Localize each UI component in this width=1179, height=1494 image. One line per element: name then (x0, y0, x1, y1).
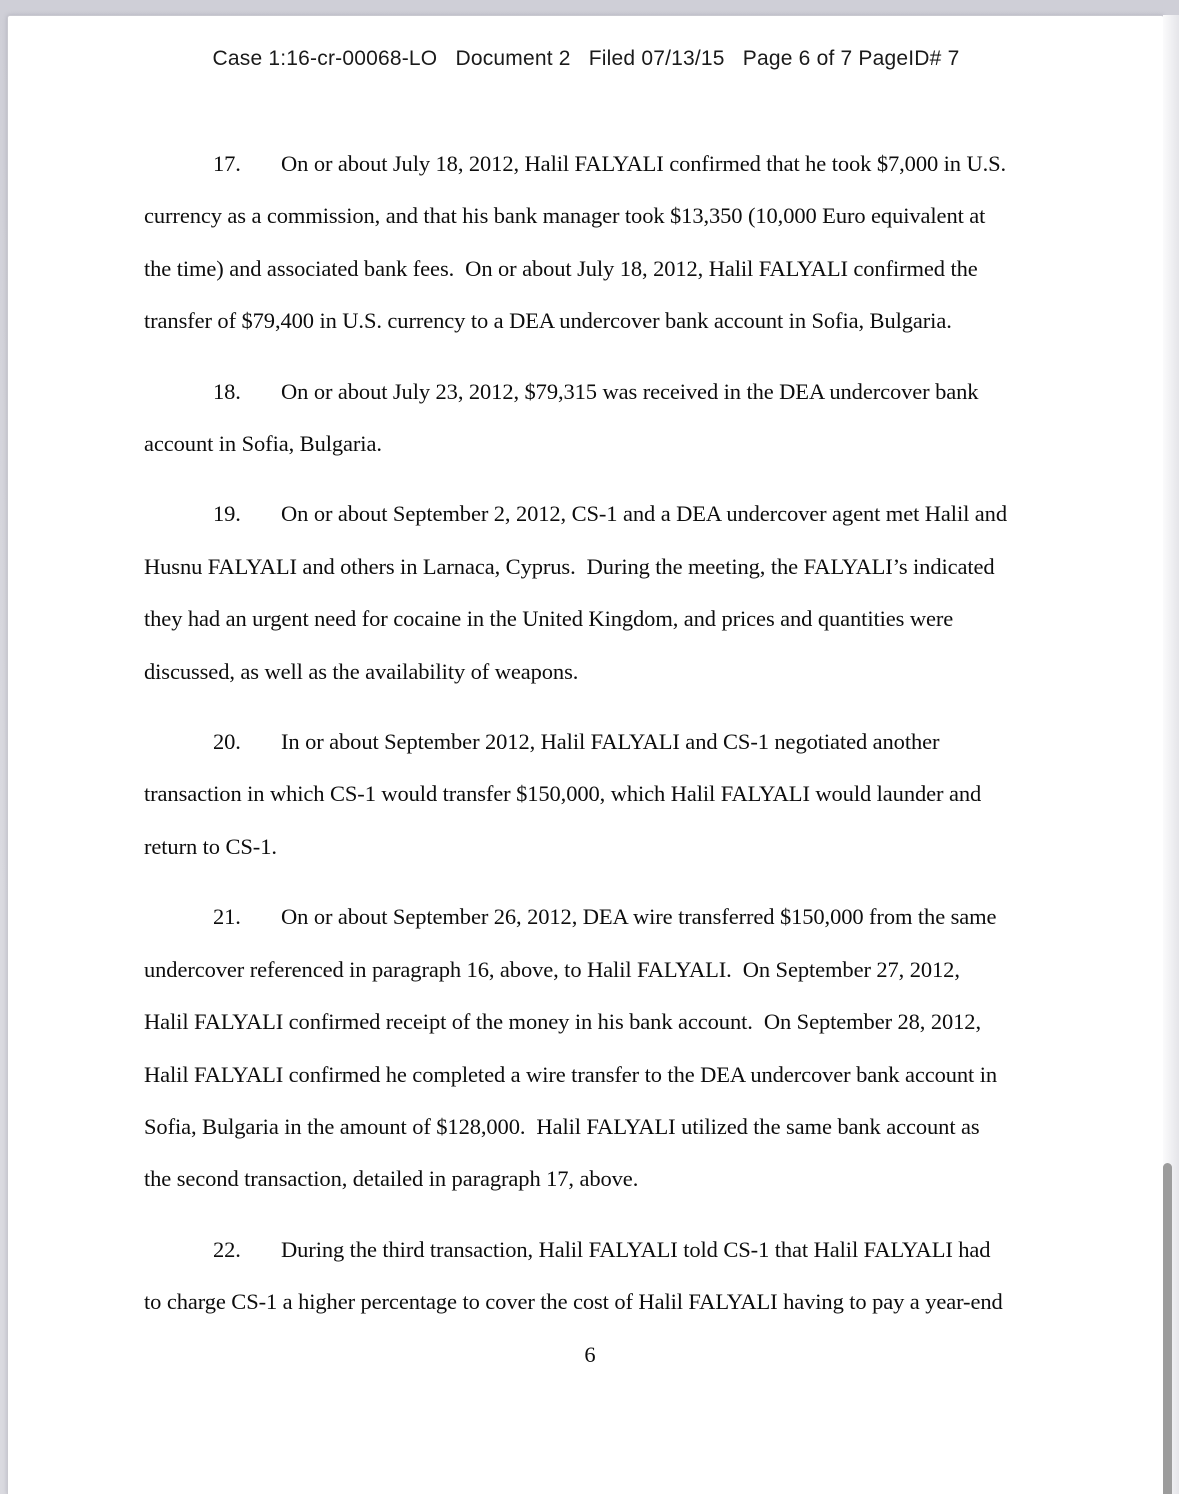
paragraph-line: they had an urgent need for cocaine in the United Kingdom, and prices and quantities were (144, 606, 954, 632)
document-page (7, 15, 1164, 1494)
paragraph-19 (144, 488, 1044, 698)
paragraph-text: On or about July 23, 2012, $79,315 was received in the DEA undercover bank (281, 378, 979, 404)
paragraph-line (144, 1224, 1044, 1276)
paragraph-line (144, 716, 1044, 768)
paragraph-line: Husnu FALYALI and others in Larnaca, Cyprus. During the meeting, the FALYALI’s indicated (144, 553, 995, 579)
paragraph-number: 20. (213, 729, 241, 755)
scrollbar-thumb[interactable] (1163, 1163, 1172, 1494)
paragraph-line: transfer of $79,400 in U.S. currency to a DEA undercover bank account in Sofia, Bulgaria. (144, 308, 952, 334)
paragraph-line: Sofia, Bulgaria in the amount of $128,000. Halil FALYALI utilized the same bank account as (144, 1113, 980, 1139)
paragraph-number: 21. (213, 904, 241, 930)
paragraph-text: In or about September 2012, Halil FALYALI and CS-1 negotiated another (281, 729, 940, 755)
paragraph-line: the second transaction, detailed in paragraph 17, above. (144, 1166, 639, 1192)
paragraph-line: account in Sofia, Bulgaria. (144, 431, 382, 457)
paragraph-number: 18. (213, 378, 241, 404)
paragraph-number: 17. (213, 151, 241, 176)
paragraph-line: discussed, as well as the availability of weapons. (144, 658, 579, 684)
paragraph-line: the time) and associated bank fees. On or about July 18, 2012, Halil FALYALI confirmed the (144, 255, 978, 281)
paragraph-number: 22. (213, 1236, 241, 1262)
paragraph-text: On or about July 18, 2012, Halil FALYALI confirmed that he took $7,000 in U.S. (281, 151, 1007, 176)
paragraph-line: Halil FALYALI confirmed he completed a wire transfer to the DEA undercover bank account in (144, 1061, 998, 1087)
paragraph-20 (144, 716, 1044, 873)
case-caption-header: Case 1:16-cr-00068-LO Document 2 Filed 07/13/15 Page 6 of 7 PageID# 7 (212, 47, 960, 70)
paragraph-text: On or about September 2, 2012, CS-1 and a DEA undercover agent met Halil and (281, 501, 1007, 527)
paragraph-line: Halil FALYALI confirmed receipt of the money in his bank account. On September 28, 2012, (144, 1009, 981, 1035)
paragraph-line (144, 366, 1044, 418)
paragraph-text: During the third transaction, Halil FALYALI told CS-1 that Halil FALYALI had (281, 1236, 991, 1262)
paragraph-line: transaction in which CS-1 would transfer $150,000, which Halil FALYALI would launder and (144, 781, 982, 807)
paragraph-text: On or about September 26, 2012, DEA wire transferred $150,000 from the same (281, 904, 997, 930)
scrollbar-track[interactable] (1163, 15, 1179, 1494)
paragraph-18 (144, 366, 1044, 471)
paragraph-line (144, 488, 1044, 540)
paragraph-line: undercover referenced in paragraph 16, above, to Halil FALYALI. On September 27, 2012, (144, 956, 960, 982)
paragraph-number: 19. (213, 501, 241, 527)
paragraph-22 (144, 1224, 1044, 1329)
document-body (144, 138, 1044, 1381)
page-number: 6 (584, 1341, 596, 1367)
paragraph-17 (144, 138, 1044, 348)
paragraph-line: return to CS-1. (144, 833, 277, 859)
paragraph-21 (144, 891, 1044, 1205)
paragraph-line (144, 138, 1044, 190)
paragraph-line (144, 891, 1044, 943)
paragraph-line: currency as a commission, and that his bank manager took $13,350 (10,000 Euro equivalent at (144, 203, 986, 229)
paragraph-line: to charge CS-1 a higher percentage to cover the cost of Halil FALYALI having to pay a year-end (144, 1289, 1003, 1315)
